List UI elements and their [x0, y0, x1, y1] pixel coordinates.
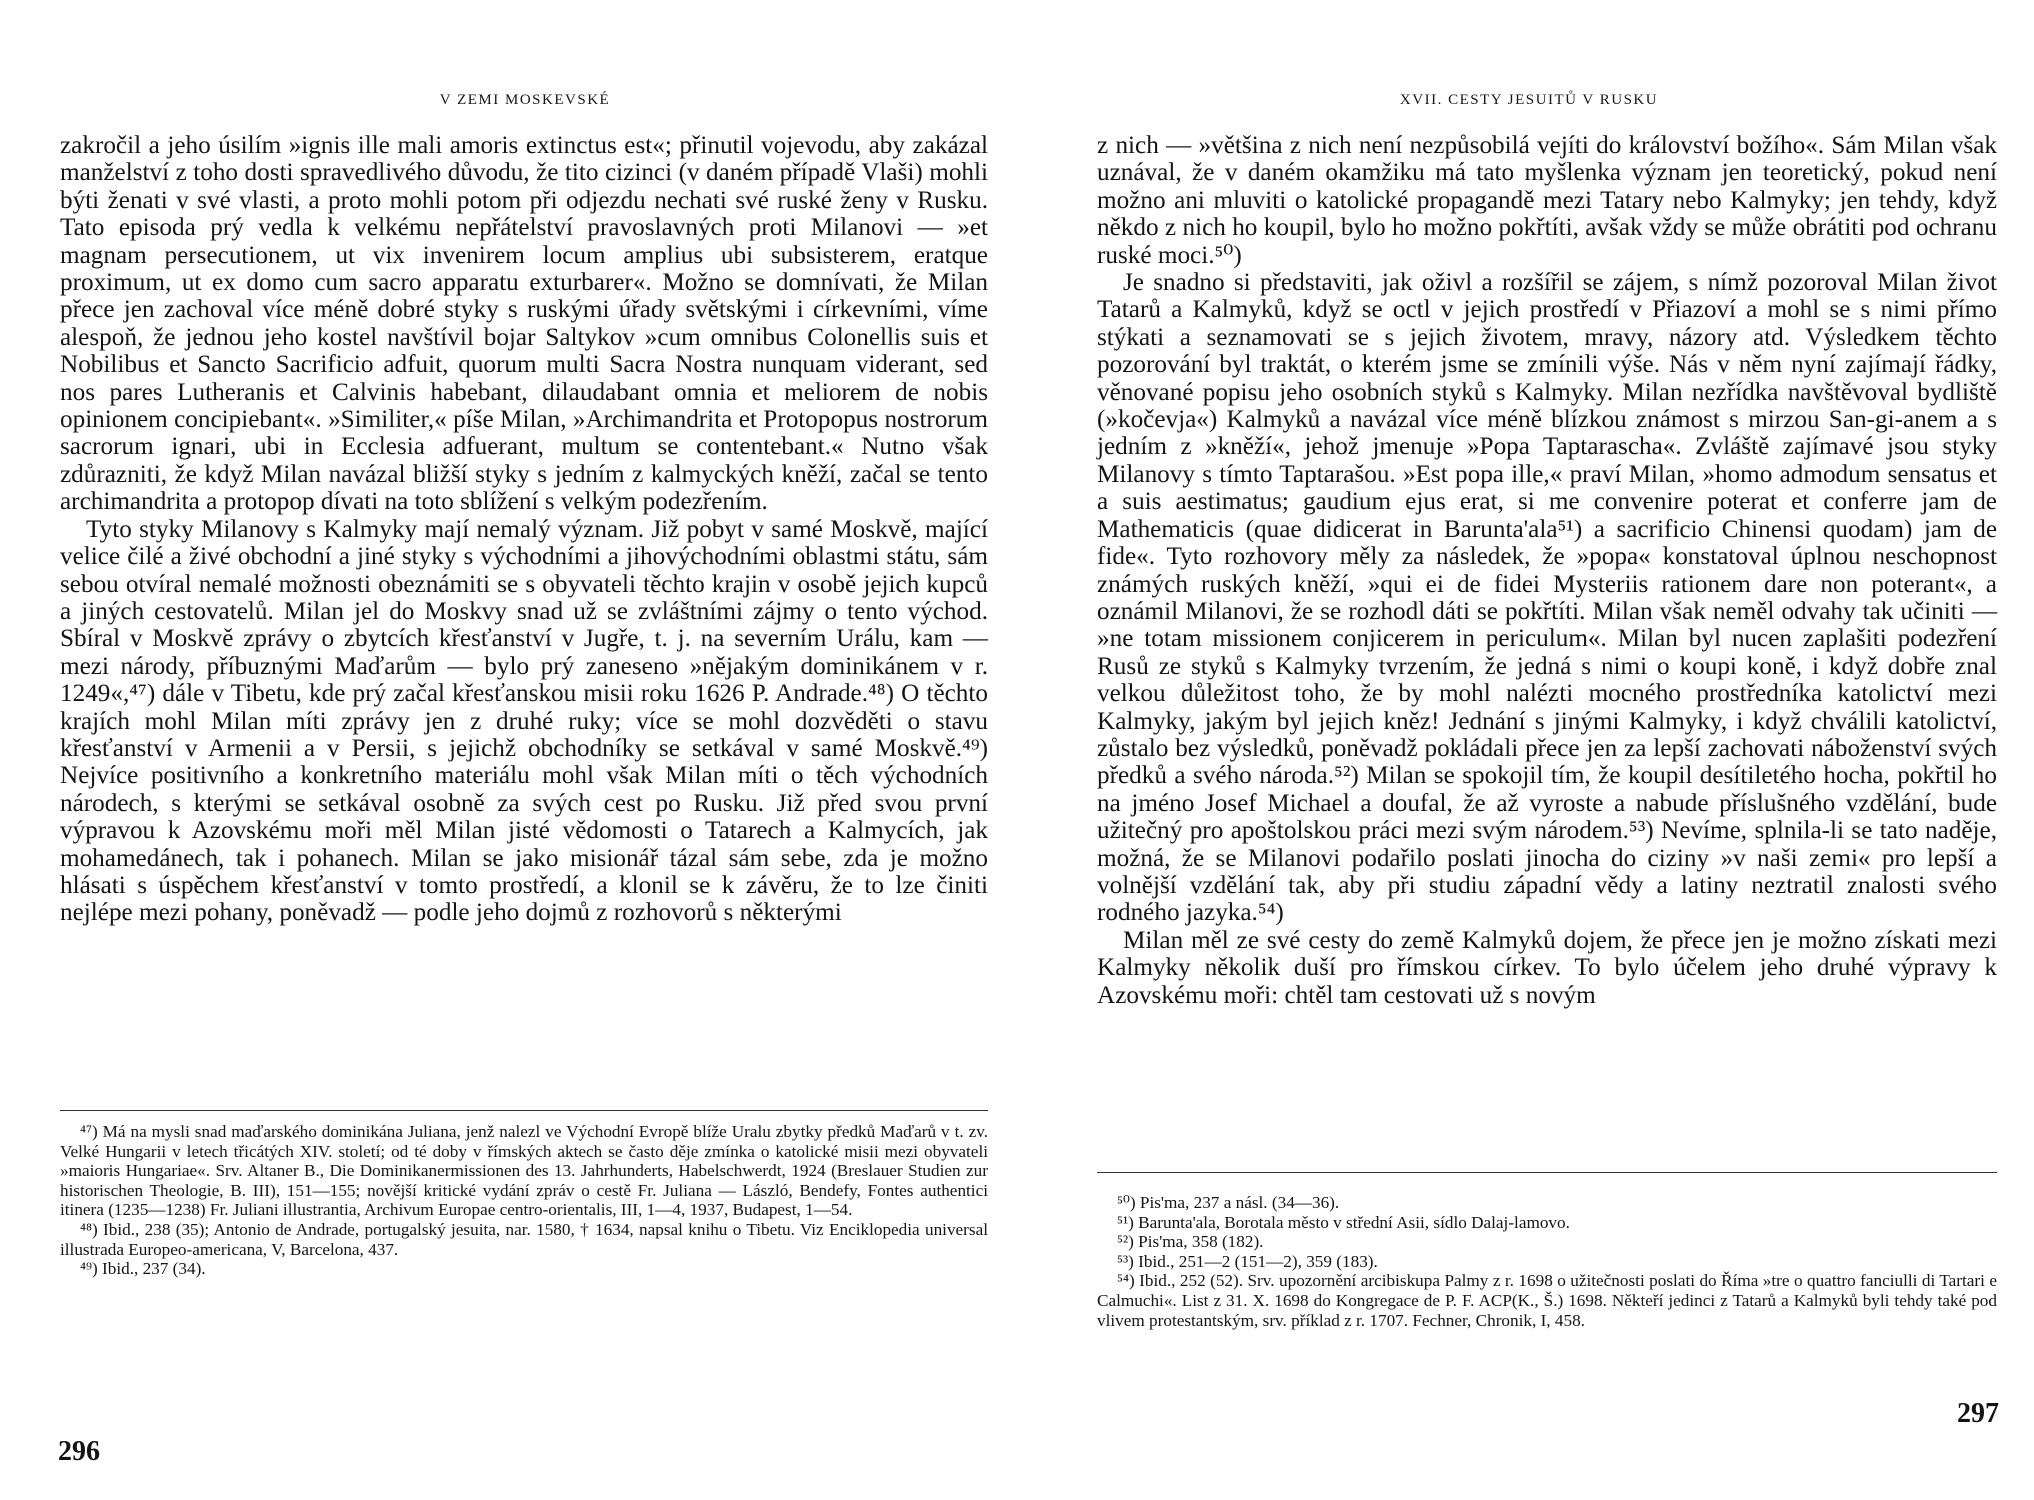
page-number: 296 [58, 1436, 100, 1467]
footnote-divider [1097, 1172, 1997, 1173]
footnote: ⁵⁴) Ibid., 252 (52). Srv. upozornění arcibiskupa Palmy z r. 1698 o užitečnosti poslati do Říma »tre o quattro fanciulli di Tartari e Calmuchi«. List z 31. X. 1698 do Kongregace de P. F. ACP(K., Š.) 1698. Někteří jedinci z Tatarů a Kalmyků byli tehdy také pod vlivem protestantským, srv. příklad z r. 1707. Fechner, Chronik, I, 458. [1097, 1271, 1997, 1330]
footnote: ⁵³) Ibid., 251—2 (151—2), 359 (183). [1117, 1251, 1378, 1271]
page-number: 297 [1957, 1398, 1999, 1429]
footnotes [1097, 1193, 1997, 1330]
body-text [60, 132, 988, 927]
right-page [1017, 0, 2034, 1500]
paragraph: Milan měl ze své cesty do země Kalmyků dojem, že přece jen je možno získati mezi Kalmyky několik duší pro římskou církev. To bylo účelem jeho druhé výpravy k Azovskému moři: chtěl tam cestovati už s novým [1097, 926, 1997, 1009]
running-head: XVII. CESTY JESUITŮ V RUSKU [1399, 92, 1659, 108]
footnote-divider [60, 1110, 988, 1111]
paragraph: Je snadno si představiti, jak oživl a rozšířil se zájem, s nímž pozoroval Milan život Tatarů a Kalmyků, když se octl v jejich prostředí v Přiazoví a mohl se s nimi přímo stýkati a seznamovati se s jejich životem, mravy, názory atd. Výsledkem těchto pozorování byl traktát, o kterém jsme se zmínili výše. Nás v něm nyní zajímají řádky, věnované popisu jeho osobních styků s Kalmyky. Milan nezřídka navštěvoval bydliště (»kočevja«) Kalmyků a navázal více méně blízkou známost s mirzou San-gi-anem a s jedním z »kněží«, jehož jmenuje »Popa Taptarascha«. Zvláště zajímavé jsou styky Milanovy s tímto Taptarašou. »Est popa ille,« praví Milan, »homo admodum sensatus et a suis aestimatus; gaudium ejus erat, si me convenire poterat et conferre jam de Mathematicis (quae didicerat in Barunta'ala⁵¹) a sacrificio Chinensi quodam) jam de fide«. Tyto rozhovory měly za následek, že »popa« konstatoval úplnou neschopnost známých ruských kněží, »qui ei de fidei Mysteriis rationem dare non poterant«, a oznámil Milanovi, že se rozhodl dáti se pokřtíti. Milan však neměl odvahy tak učiniti — »ne totam missionem conjicerem in periculum«. Milan byl nucen zaplašiti podezření Rusů ze styků s Kalmyky tvrzením, že jedná s nimi o koupi koně, i když dobře znal velkou důležitost toho, že by mohl nalézti mocného prostředníka katolictví mezi Kalmyky, jakým byl jejich kněz! Jednání s jinými Kalmyky, i když chválili katolictví, zůstalo bez výsledků, poněvadž pokládali přece jen za lepší zachovati náboženství svých předků a svého národa.⁵²) Milan se spokojil tím, že koupil desítiletého hocha, pokřtil ho na jméno Josef Michael a doufal, že až vyroste a nabude příslušného vzdělání, bude užitečný pro apoštolskou práci mezi svým národem.⁵³) Nevíme, splnila-li se tato naděje, možná, že se Milanovi podařilo poslati jinocha do ciziny »v naši zemi« pro lepší a volnější vzdělání tak, aby při studiu západní vědy a latiny neztratil znalosti svého rodného jazyka.⁵⁴) [1097, 269, 1997, 927]
paragraph: Tyto styky Milanovy s Kalmyky mají nemalý význam. Již pobyt v samé Moskvě, mající velice čilé a živé obchodní a jiné styky s východními a jihovýchodními oblastmi státu, sám sebou otvíral nemalé možnosti obeznámiti se s obyvateli těchto krajin v osobě jejich kupců a jiných cestovatelů. Milan jel do Moskvy snad už se zvláštními zájmy o tento východ. Sbíral v Moskvě zprávy o zbytcích křesťanství v Jugře, t. j. na severním Urálu, kam — mezi národy, příbuznými Maďarům — bylo prý zaneseno »nějakým dominikánem v r. 1249«,⁴⁷) dále v Tibetu, kde prý začal křesťanskou misii roku 1626 P. Andrade.⁴⁸) O těchto krajích mohl Milan míti zprávy jen z druhé ruky; více se mohl dozvěděti o stavu křesťanství v Armenii a v Persii, s jejichž obchodníky se setkával v samé Moskvě.⁴⁹) Nejvíce positivního a konkretního materiálu mohl však Milan míti o těch východních národech, s kterými se setkával osobně za svých cest po Rusku. Již před svou první výpravou k Azovskému moři měl Milan jisté vědomosti o Tatarech a Kalmycích, jak mohamedánech, tak i pohanech. Milan se jako misionář tázal sám sebe, zda je možno hlásati s úspěchem křesťanství v tomto prostředí, a klonil se k závěru, že to lze činiti nejlépe mezi pohany, poněvadž — podle jeho dojmů z rozhovorů s některými [60, 515, 988, 927]
footnote: ⁴⁷) Má na mysli snad maďarského dominikána Juliana, jenž nalezl ve Východní Evropě blíže Uralu zbytky předků Maďarů v t. zv. Velké Hungarii v letech třicátých XIV. století; od té doby v římských aktech se často děje zmínka o katolické misii mezi obyvateli »maioris Hungariae«. Srv. Altaner B., Die Dominikanermissionen des 13. Jahrhunderts, Habelschwerdt, 1924 (Breslauer Studien zur historischen Theologie, B. III), 151—155; novější kritické vydání zpráv o cestě Fr. Juliana — László, Bendefy, Fontes authentici itinera (1235—1238) Fr. Juliani illustrantia, Archivum Europae centro-orientalis, III, 1—4, 1937, Budapest, 1—54. [60, 1122, 988, 1220]
paragraph: zakročil a jeho úsilím »ignis ille mali amoris extinctus est«; přinutil vojevodu, aby zakázal manželství z toho dosti spravedlivého důvodu, že tito cizinci (v daném případě Vlaši) mohli býti ženati v své vlasti, a proto mohli potom při odjezdu nechati své ruské ženy v Rusku. Tato episoda prý vedla k velkému nepřátelství pravoslavných proti Milanovi — »et magnam persecutionem, ut vix invenirem locum amplius ubi subsisterem, eratque proximum, ut ex domo cum sacro apparatu exturbarer«. Možno se domnívati, že Milan přece jen zachoval více méně dobré styky s ruskými úřady světskými i církevními, víme alespoň, že jednou jeho kostel navštívil bojar Saltykov »cum omnibus Colonellis suis et Nobilibus et Sancto Sacrificio adfuit, quorum multi Sacra Nostra nunquam viderant, sed nos pares Lutheranis et Calvinis habebant, dilaudabant omnia et meliorem de nobis opinionem concipiebant«. »Similiter,« píše Milan, »Archimandrita et Protopopus nostrorum sacrorum ignari, ubi in Ecclesia adfuerant, multum se contentebant.« Nutno však zdůrazniti, že když Milan navázal bližší styky s jedním z kalmyckých kněží, začal se tento archimandrita a protopop dívati na toto sblížení s velkým podezřením. [60, 132, 988, 516]
footnote: ⁵²) Pis'ma, 358 (182). [1117, 1232, 1264, 1252]
footnotes [60, 1122, 988, 1279]
running-head: V ZEMI MOSKEVSKÉ [439, 92, 611, 108]
paragraph: z nich — »většina z nich není nezpůsobilá vejíti do království božího«. Sám Milan však uznával, že v daném okamžiku má tato myšlenka význam jen teoretický, pokud není možno ani mluviti o katolické propagandě mezi Tatary nebo Kalmyky; jen tehdy, když někdo z nich ho koupil, bylo ho možno pokřtíti, avšak vždy se může obrátiti pod ochranu ruské moci.⁵⁰) [1097, 132, 1997, 269]
body-text [1097, 132, 1997, 1009]
footnote: ⁵⁰) Pis'ma, 237 a násl. (34—36). [1117, 1193, 1340, 1212]
footnote: ⁵¹) Barunta'ala, Borotala město v střední Asii, sídlo Dalaj-lamovo. [1117, 1212, 1570, 1232]
footnote: ⁴⁸) Ibid., 238 (35); Antonio de Andrade, portugalský jesuita, nar. 1580, † 1634, napsal knihu o Tibetu. Viz Enciklopedia universal illustrada Europeo-americana, V, Barcelona, 437. [60, 1219, 988, 1259]
footnote: ⁴⁹) Ibid., 237 (34). [80, 1259, 206, 1279]
